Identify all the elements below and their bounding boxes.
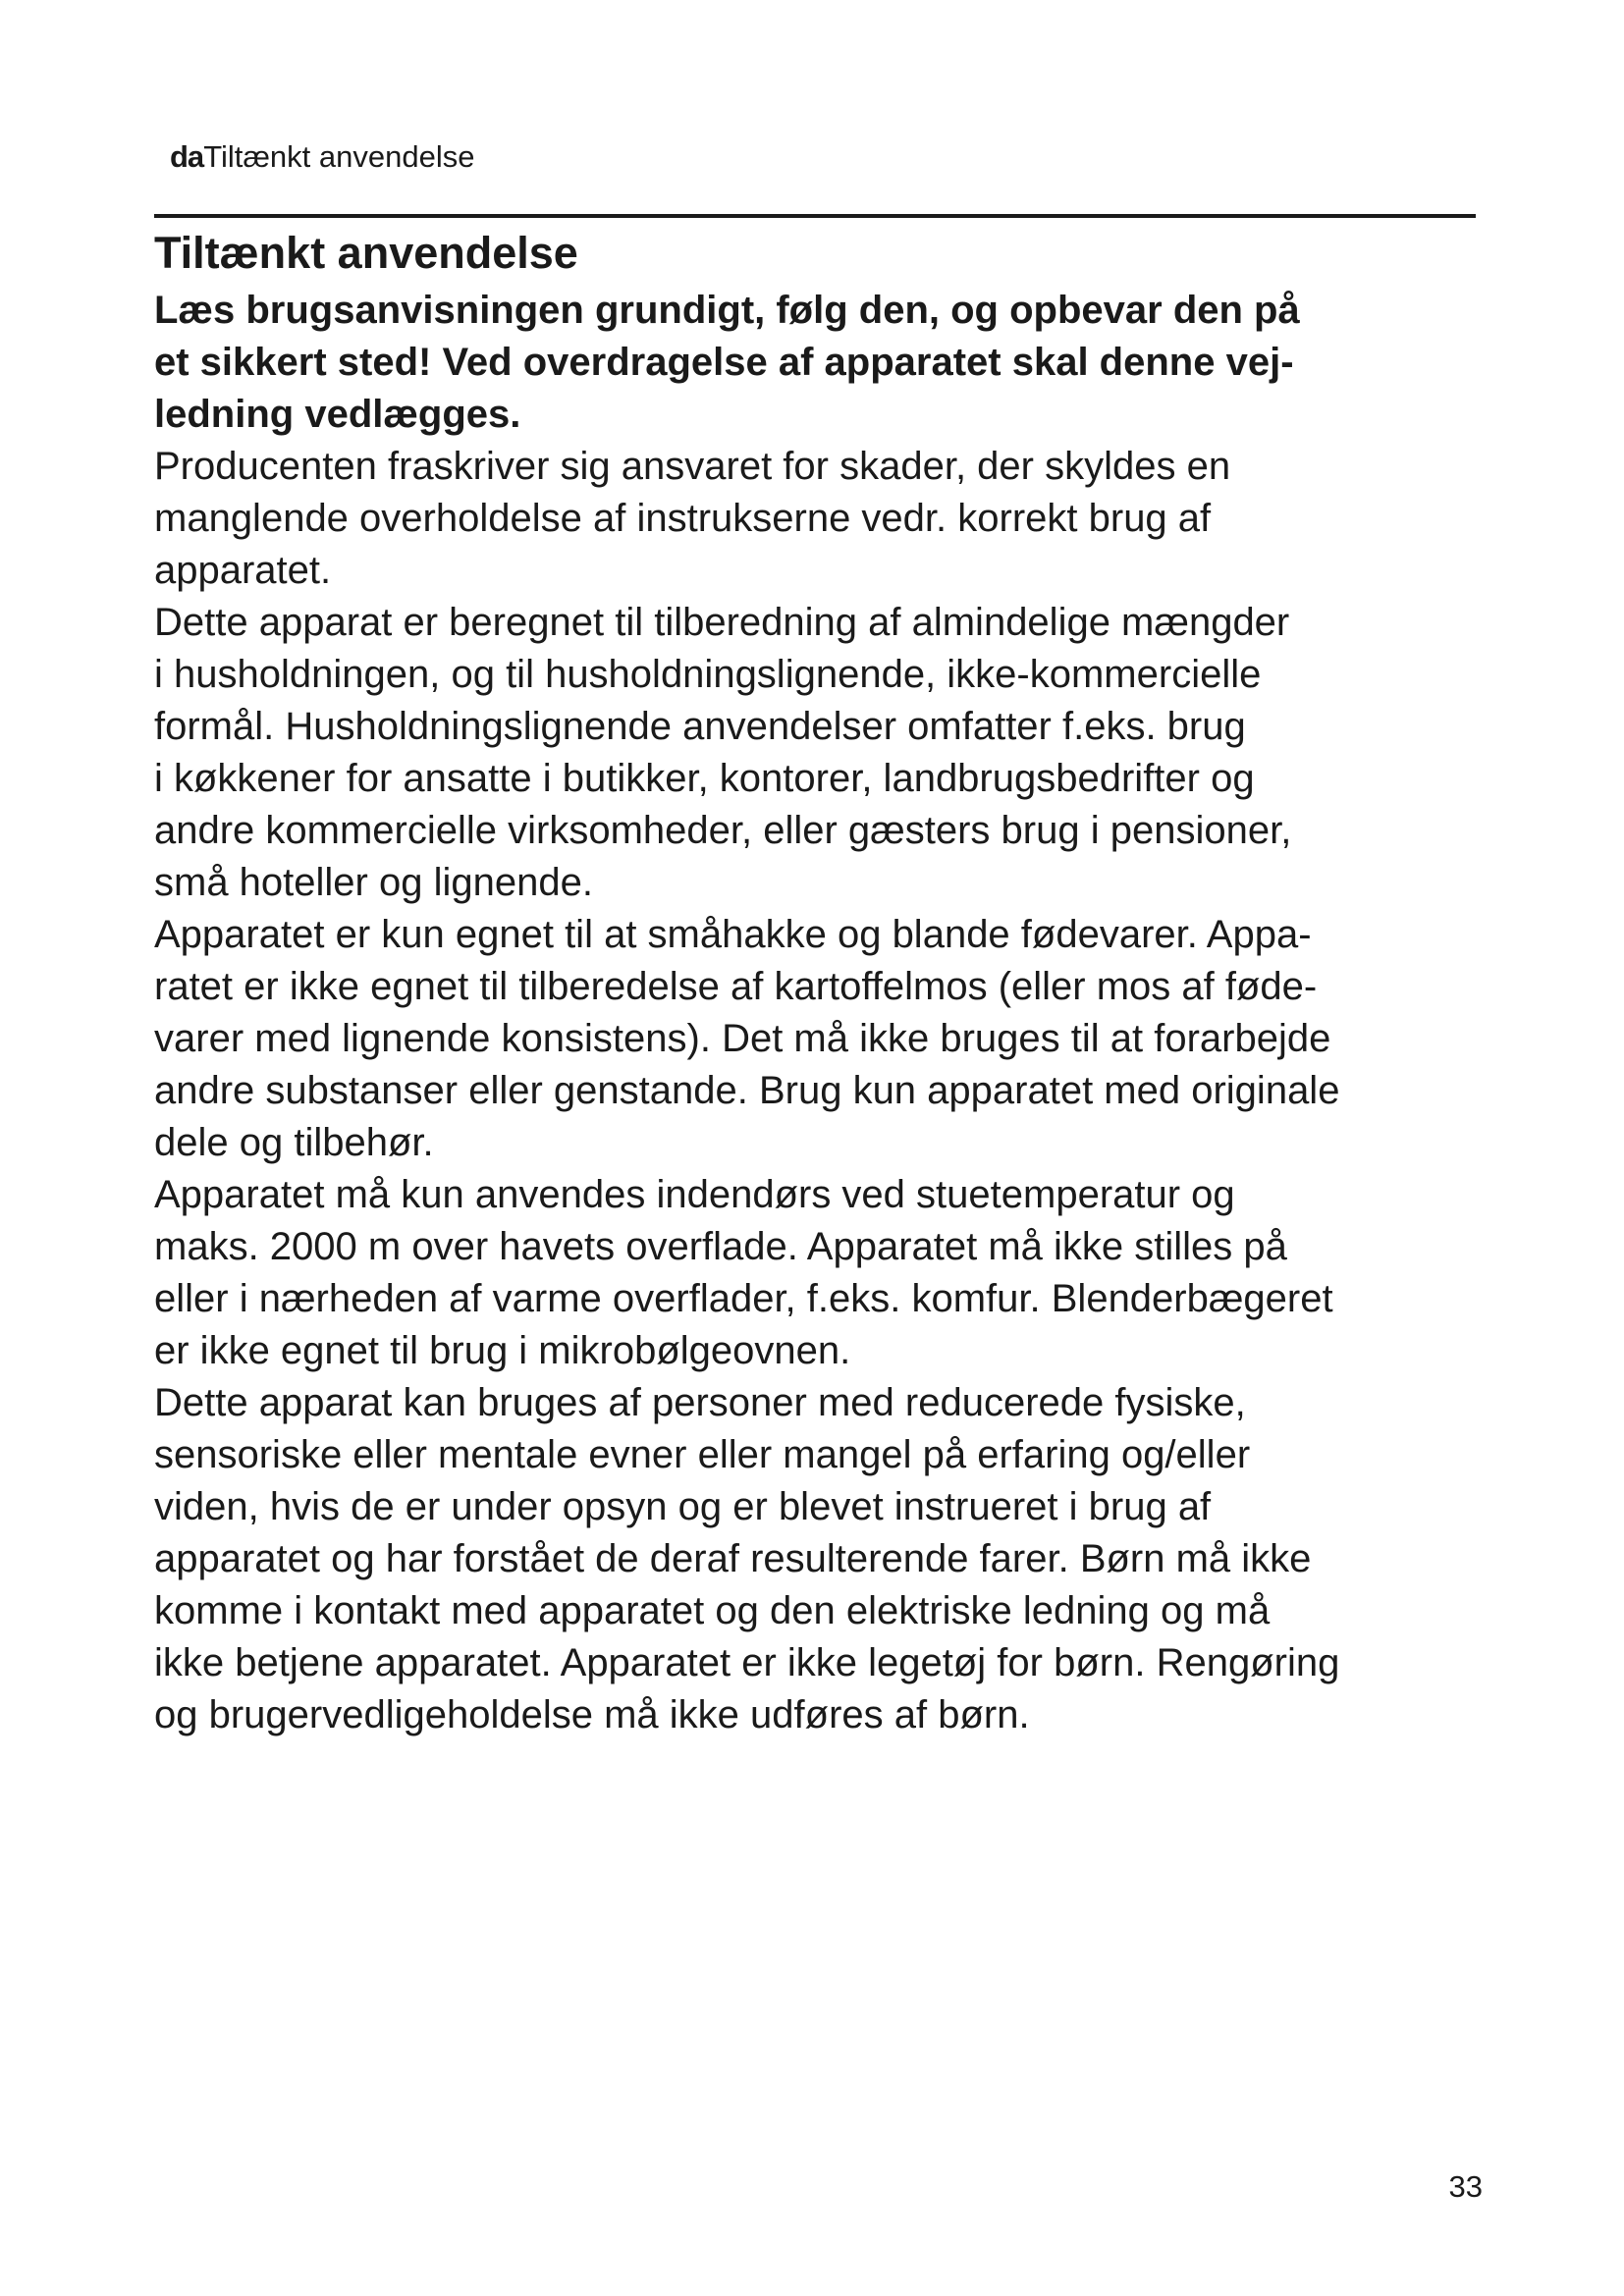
text-line: apparatet og har forstået de deraf resulterende farer. Børn må ikke: [154, 1537, 1312, 1580]
text-line: i køkkener for ansatte i butikker, kontorer, landbrugsbedrifter og: [154, 757, 1255, 800]
intro-line: et sikkert sted! Ved overdragelse af apparatet skal denne vej-: [154, 341, 1294, 384]
text-line: Apparatet må kun anvendes indendørs ved stuetemperatur og: [154, 1173, 1235, 1216]
text-line: ikke betjene apparatet. Apparatet er ikke legetøj for børn. Rengøring: [154, 1641, 1340, 1684]
text-line: andre substanser eller genstande. Brug kun apparatet med originale: [154, 1069, 1340, 1112]
text-line: Apparatet er kun egnet til at småhakke og blande fødevarer. Appa-: [154, 913, 1312, 956]
text-line: ratet er ikke egnet til tilberedelse af kartoffelmos (eller mos af føde-: [154, 965, 1318, 1008]
text-line: og brugervedligeholdelse må ikke udføres af børn.: [154, 1693, 1030, 1736]
running-header: [170, 139, 474, 175]
paragraph-household-use: [154, 597, 1489, 909]
header-divider: [154, 214, 1476, 218]
paragraph-persons-children: [154, 1377, 1489, 1741]
paragraph-suitability: [154, 909, 1489, 1169]
text-line: eller i nærheden af varme overflader, f.eks. komfur. Blenderbægeret: [154, 1277, 1333, 1320]
text-line: formål. Husholdningslignende anvendelser omfatter f.eks. brug: [154, 705, 1246, 748]
paragraph-location: [154, 1169, 1489, 1377]
paragraph-liability: [154, 441, 1489, 597]
language-code: da: [170, 139, 204, 174]
text-line: små hoteller og lignende.: [154, 861, 593, 904]
text-line: andre kommercielle virksomheder, eller gæsters brug i pensioner,: [154, 809, 1292, 852]
text-line: komme i kontakt med apparatet og den elektriske ledning og må: [154, 1589, 1271, 1632]
intro-warning: [154, 285, 1489, 441]
text-line: Dette apparat kan bruges af personer med reducerede fysiske,: [154, 1381, 1246, 1424]
text-line: varer med lignende konsistens). Det må ikke bruges til at forarbejde: [154, 1017, 1331, 1060]
text-line: er ikke egnet til brug i mikrobølgeovnen.: [154, 1329, 851, 1372]
intro-line: ledning vedlægges.: [154, 393, 521, 436]
text-line: i husholdningen, og til husholdningslignende, ikke-kommercielle: [154, 653, 1262, 696]
text-line: sensoriske eller mentale evner eller mangel på erfaring og/eller: [154, 1433, 1251, 1476]
page-content: [154, 222, 1489, 1741]
text-line: apparatet.: [154, 549, 332, 592]
text-line: viden, hvis de er under opsyn og er blevet instrueret i brug af: [154, 1485, 1212, 1528]
text-line: manglende overholdelse af instrukserne vedr. korrekt brug af: [154, 497, 1212, 540]
section-title: Tiltænkt anvendelse: [154, 228, 578, 278]
text-line: Producenten fraskriver sig ansvaret for skader, der skyldes en: [154, 445, 1231, 488]
text-line: maks. 2000 m over havets overflade. Apparatet må ikke stilles på: [154, 1225, 1287, 1268]
page-number: 33: [1448, 2169, 1483, 2204]
intro-line: Læs brugsanvisningen grundigt, følg den, og opbevar den på: [154, 289, 1300, 332]
text-line: dele og tilbehør.: [154, 1121, 434, 1164]
text-line: Dette apparat er beregnet til tilberedning af almindelige mængder: [154, 601, 1290, 644]
running-title: Tiltænkt anvendelse: [203, 139, 475, 174]
